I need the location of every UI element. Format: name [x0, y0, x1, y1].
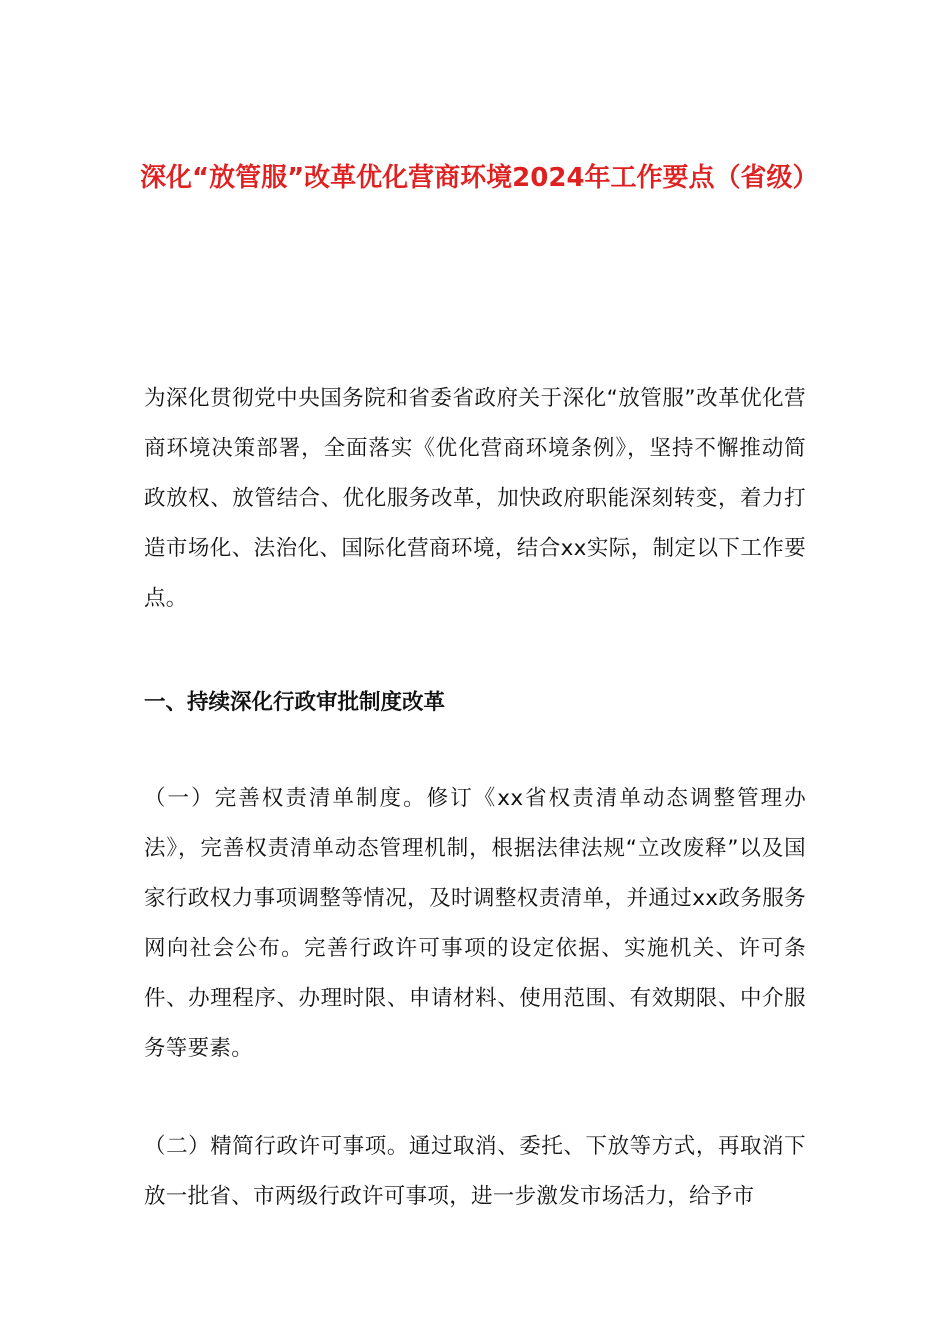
- section-heading: 一、持续深化行政审批制度改革: [144, 690, 446, 715]
- section-item-1: （一）完善权责清单制度。修订《xx省权责清单动态调整管理办法》，完善权责清单动态管理机制，根据法律法规“立改废释”以及国家行政权力事项调整等情况，及时调整权责清单，并通过xx政务服务网向社会公布。完善行政许可事项的设定依据、实施机关、许可条件、办理程序、办理时限、申请材料、使用范围、有效期限、中介服务等要素。: [144, 786, 806, 1061]
- intro-paragraph: 为深化贯彻党中央国务院和省委省政府关于深化“放管服”改革优化营商环境决策部署，全面落实《优化营商环境条例》，坚持不懈推动简政放权、放管结合、优化服务改革，加快政府职能深刻转变，着力打造市场化、法治化、国际化营商环境，结合xx实际，制定以下工作要点。: [144, 386, 806, 611]
- document-title: 深化“放管服”改革优化营商环境2024年工作要点（省级）: [140, 163, 819, 193]
- section-item-2: （二）精简行政许可事项。通过取消、委托、下放等方式，再取消下放一批省、市两级行政许可事项，进一步激发市场活力，给予市: [144, 1134, 806, 1209]
